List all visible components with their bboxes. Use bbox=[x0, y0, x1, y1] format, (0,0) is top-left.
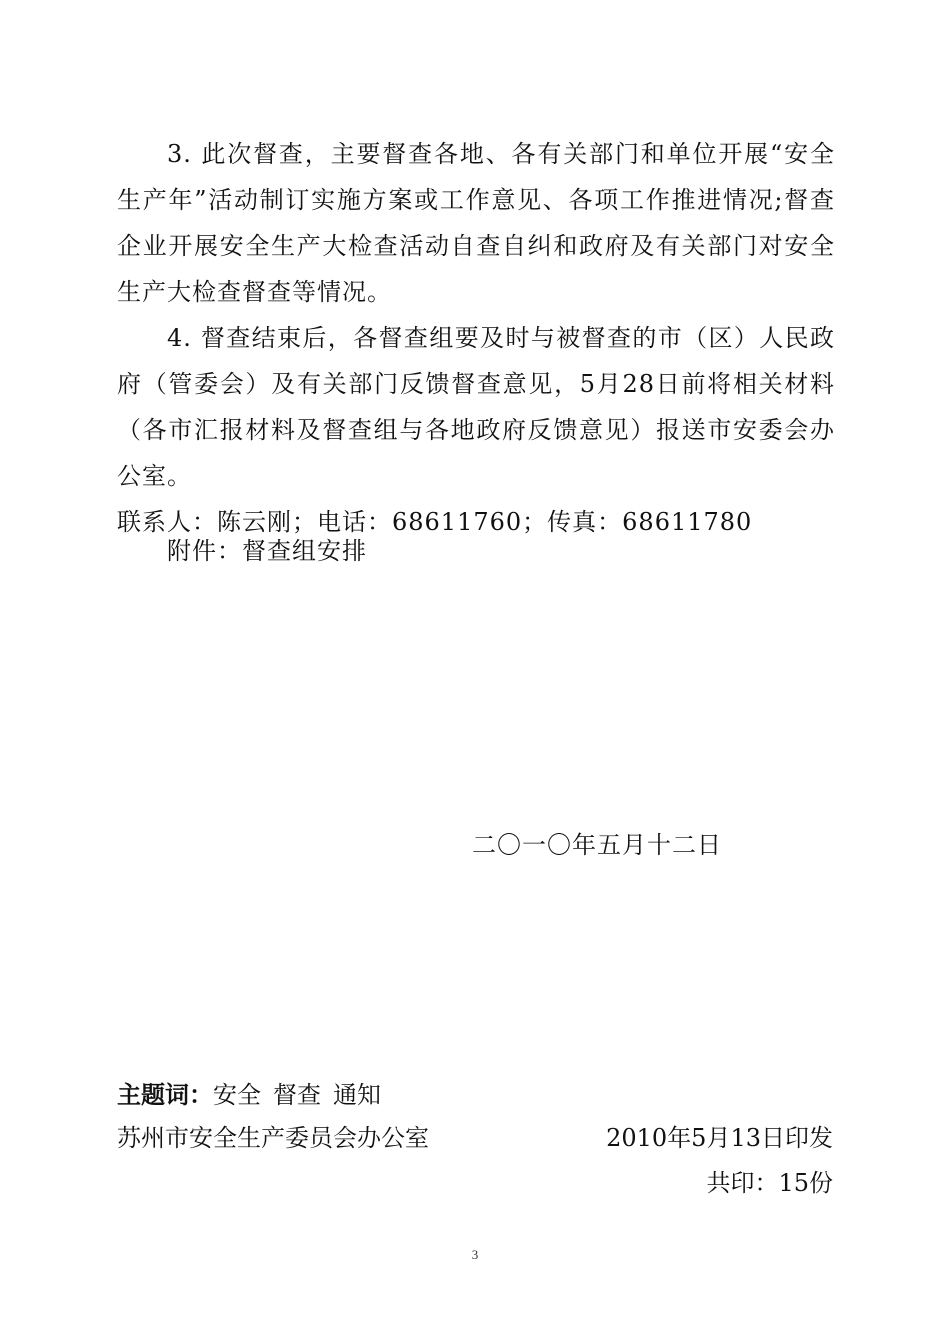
paragraph-4 bbox=[117, 315, 835, 545]
contact-line: 联系人：陈云刚；电话：68611760；传真：68611780 bbox=[117, 508, 753, 536]
keywords-label: 主题词： bbox=[117, 1081, 213, 1109]
paragraph-3 bbox=[117, 131, 835, 315]
copies-count: 共印：15份 bbox=[706, 1169, 833, 1197]
keyword: 督查 bbox=[273, 1081, 321, 1109]
issuer-name: 苏州市安全生产委员会办公室 bbox=[117, 1124, 429, 1152]
attachment-note: 附件：督查组安排 bbox=[167, 537, 367, 565]
keyword: 安全 bbox=[213, 1081, 261, 1109]
keyword: 通知 bbox=[333, 1081, 381, 1109]
issue-date: 二〇一〇年五月十二日 bbox=[472, 831, 722, 859]
page-number: 3 bbox=[471, 1247, 479, 1262]
paragraph-4-text: 4. 督查结束后，各督查组要及时与被督查的市（区）人民政府（管委会）及有关部门反馈督查意见，5月28日前将相关材料（各市汇报材料及督查组与各地政府反馈意见）报送市安委会办公室。 bbox=[117, 324, 835, 490]
keywords-line bbox=[117, 1074, 833, 1116]
print-date: 2010年5月13日印发 bbox=[606, 1124, 833, 1152]
issuer-line bbox=[117, 1117, 833, 1159]
paragraph-3-text: 3. 此次督查，主要督查各地、各有关部门和单位开展“安全生产年”活动制订实施方案或工作意见、各项工作推进情况;督查企业开展安全生产大检查活动自查自纠和政府及有关部门对安全生产大检查督查等情况。 bbox=[117, 140, 835, 306]
